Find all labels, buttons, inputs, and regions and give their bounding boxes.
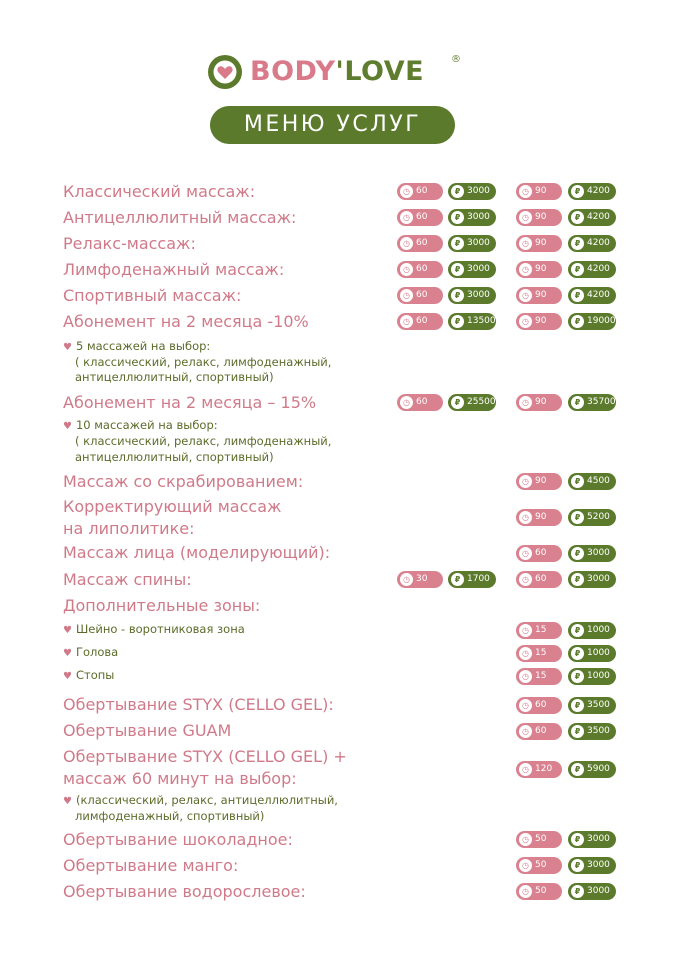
clock-icon: ◷ (519, 263, 532, 276)
duration-badge: ◷ 90 (516, 313, 562, 330)
service-name: Спортивный массаж: (63, 286, 242, 305)
price-badge: ₽ 3000 (568, 883, 616, 900)
brand-name: BODY'LOVE (250, 56, 425, 87)
menu-title-banner: МЕНЮ УСЛУГ (210, 106, 455, 144)
ruble-icon: ₽ (571, 237, 584, 250)
service-note: антицеллюлитный, спортивный) (75, 450, 274, 464)
ruble-icon: ₽ (571, 211, 584, 224)
service-name: Абонемент на 2 месяца -10% (63, 312, 309, 331)
price-badge: ₽ 3500 (568, 697, 616, 714)
ruble-icon: ₽ (451, 289, 464, 302)
price-badge: ₽ 1000 (568, 622, 616, 639)
service-name: ♥ Голова (63, 645, 119, 659)
duration-badge: ◷ 90 (516, 394, 562, 411)
price-badge: ₽ 5200 (568, 509, 616, 526)
clock-icon: ◷ (519, 885, 532, 898)
service-note: ♥ (классический, релакс, антицеллюлитный, (63, 793, 338, 807)
clock-icon: ◷ (519, 699, 532, 712)
ruble-icon: ₽ (451, 185, 464, 198)
price-badge: ₽ 3500 (568, 723, 616, 740)
duration-badge: ◷ 60 (516, 545, 562, 562)
heart-logo-icon (207, 54, 243, 90)
registered-mark: ® (451, 54, 461, 65)
ruble-icon: ₽ (571, 511, 584, 524)
clock-icon: ◷ (519, 573, 532, 586)
service-name: ♥ Стопы (63, 668, 115, 682)
ruble-icon: ₽ (451, 573, 464, 586)
service-name: Массаж со скрабированием: (63, 472, 304, 491)
clock-icon: ◷ (519, 725, 532, 738)
ruble-icon: ₽ (451, 263, 464, 276)
ruble-icon: ₽ (571, 573, 584, 586)
duration-badge: ◷ 60 (516, 697, 562, 714)
price-badge: ₽ 3000 (568, 831, 616, 848)
heart-bullet-icon: ♥ (63, 648, 72, 659)
ruble-icon: ₽ (571, 725, 584, 738)
duration-badge: ◷ 60 (397, 287, 443, 304)
clock-icon: ◷ (519, 511, 532, 524)
service-name: Классический массаж: (63, 182, 256, 201)
clock-icon: ◷ (519, 396, 532, 409)
clock-icon: ◷ (400, 263, 413, 276)
clock-icon: ◷ (519, 315, 532, 328)
ruble-icon: ₽ (571, 289, 584, 302)
price-badge: ₽ 5900 (568, 761, 616, 778)
service-name: Антицеллюлитный массаж: (63, 208, 297, 227)
clock-icon: ◷ (400, 315, 413, 328)
clock-icon: ◷ (519, 763, 532, 776)
service-note: ( классический, релакс, лимфоденажный, (75, 434, 332, 448)
service-name: Дополнительные зоны: (63, 596, 261, 615)
clock-icon: ◷ (519, 833, 532, 846)
price-badge: ₽ 3000 (568, 571, 616, 588)
service-name: Обертывание водорослевое: (63, 882, 306, 901)
duration-badge: ◷ 15 (516, 668, 562, 685)
price-badge: ₽ 3000 (448, 261, 496, 278)
ruble-icon: ₽ (451, 315, 464, 328)
duration-badge: ◷ 60 (516, 723, 562, 740)
price-badge: ₽ 3000 (448, 287, 496, 304)
service-name: Абонемент на 2 месяца – 15% (63, 393, 317, 412)
ruble-icon: ₽ (571, 475, 584, 488)
duration-badge: ◷ 60 (397, 235, 443, 252)
service-name: на липолитике: (63, 519, 195, 538)
heart-bullet-icon: ♥ (63, 625, 72, 636)
clock-icon: ◷ (519, 475, 532, 488)
duration-badge: ◷ 15 (516, 645, 562, 662)
clock-icon: ◷ (519, 289, 532, 302)
service-note: ( классический, релакс, лимфоденажный, (75, 355, 332, 369)
duration-badge: ◷ 60 (397, 394, 443, 411)
ruble-icon: ₽ (571, 647, 584, 660)
ruble-icon: ₽ (451, 211, 464, 224)
ruble-icon: ₽ (571, 624, 584, 637)
ruble-icon: ₽ (571, 885, 584, 898)
service-name: ♥ Шейно - воротниковая зона (63, 622, 245, 636)
price-badge: ₽ 35700 (568, 394, 616, 411)
ruble-icon: ₽ (571, 185, 584, 198)
duration-badge: ◷ 90 (516, 287, 562, 304)
clock-icon: ◷ (400, 289, 413, 302)
ruble-icon: ₽ (571, 263, 584, 276)
price-badge: ₽ 3000 (448, 235, 496, 252)
duration-badge: ◷ 50 (516, 831, 562, 848)
ruble-icon: ₽ (571, 763, 584, 776)
duration-badge: ◷ 60 (397, 313, 443, 330)
ruble-icon: ₽ (571, 833, 584, 846)
service-note: антицеллюлитный, спортивный) (75, 370, 274, 384)
price-badge: ₽ 3000 (448, 183, 496, 200)
service-name: Релакс-массаж: (63, 234, 196, 253)
heart-bullet-icon: ♥ (63, 342, 72, 353)
ruble-icon: ₽ (451, 237, 464, 250)
price-badge: ₽ 19000 (568, 313, 616, 330)
ruble-icon: ₽ (571, 396, 584, 409)
price-badge: ₽ 4500 (568, 473, 616, 490)
price-badge: ₽ 3000 (568, 545, 616, 562)
service-note: ♥ 5 массажей на выбор: (63, 339, 211, 353)
ruble-icon: ₽ (571, 670, 584, 683)
service-name: Массаж спины: (63, 570, 192, 589)
duration-badge: ◷ 90 (516, 183, 562, 200)
service-name: Корректирующий массаж (63, 497, 282, 516)
price-badge: ₽ 1000 (568, 645, 616, 662)
service-name: Обертывание GUAM (63, 721, 232, 740)
clock-icon: ◷ (519, 211, 532, 224)
price-badge: ₽ 4200 (568, 209, 616, 226)
duration-badge: ◷ 60 (397, 209, 443, 226)
price-badge: ₽ 25500 (448, 394, 496, 411)
clock-icon: ◷ (519, 185, 532, 198)
price-badge: ₽ 1000 (568, 668, 616, 685)
clock-icon: ◷ (519, 547, 532, 560)
service-name: Обертывание STYX (CELLO GEL): (63, 695, 334, 714)
clock-icon: ◷ (519, 624, 532, 637)
service-name: Лимфоденажный массаж: (63, 260, 285, 279)
service-name: Массаж лица (моделирующий): (63, 543, 331, 562)
duration-badge: ◷ 90 (516, 509, 562, 526)
price-badge: ₽ 3000 (568, 857, 616, 874)
clock-icon: ◷ (400, 237, 413, 250)
clock-icon: ◷ (400, 573, 413, 586)
price-badge: ₽ 1700 (448, 571, 496, 588)
duration-badge: ◷ 90 (516, 261, 562, 278)
clock-icon: ◷ (519, 859, 532, 872)
clock-icon: ◷ (400, 211, 413, 224)
ruble-icon: ₽ (451, 396, 464, 409)
ruble-icon: ₽ (571, 547, 584, 560)
clock-icon: ◷ (519, 237, 532, 250)
ruble-icon: ₽ (571, 859, 584, 872)
service-name: Обертывание шоколадное: (63, 830, 293, 849)
service-name: Обертывание манго: (63, 856, 239, 875)
service-note: ♥ 10 массажей на выбор: (63, 418, 218, 432)
clock-icon: ◷ (400, 396, 413, 409)
price-badge: ₽ 4200 (568, 261, 616, 278)
heart-bullet-icon: ♥ (63, 796, 72, 807)
service-name: Обертывание STYX (CELLO GEL) + (63, 747, 347, 766)
duration-badge: ◷ 90 (516, 209, 562, 226)
price-badge: ₽ 4200 (568, 287, 616, 304)
service-name: массаж 60 минут на выбор: (63, 769, 297, 788)
duration-badge: ◷ 60 (397, 183, 443, 200)
duration-badge: ◷ 50 (516, 883, 562, 900)
heart-bullet-icon: ♥ (63, 671, 72, 682)
duration-badge: ◷ 30 (397, 571, 443, 588)
service-note: лимфоденажный, спортивный) (75, 809, 265, 823)
duration-badge: ◷ 60 (516, 571, 562, 588)
price-badge: ₽ 4200 (568, 183, 616, 200)
duration-badge: ◷ 120 (516, 761, 562, 778)
price-badge: ₽ 3000 (448, 209, 496, 226)
price-badge: ₽ 13500 (448, 313, 496, 330)
price-badge: ₽ 4200 (568, 235, 616, 252)
ruble-icon: ₽ (571, 699, 584, 712)
clock-icon: ◷ (519, 670, 532, 683)
brand-logo (0, 54, 681, 90)
duration-badge: ◷ 15 (516, 622, 562, 639)
duration-badge: ◷ 90 (516, 235, 562, 252)
duration-badge: ◷ 50 (516, 857, 562, 874)
ruble-icon: ₽ (571, 315, 584, 328)
clock-icon: ◷ (519, 647, 532, 660)
duration-badge: ◷ 60 (397, 261, 443, 278)
duration-badge: ◷ 90 (516, 473, 562, 490)
heart-bullet-icon: ♥ (63, 421, 72, 432)
clock-icon: ◷ (400, 185, 413, 198)
